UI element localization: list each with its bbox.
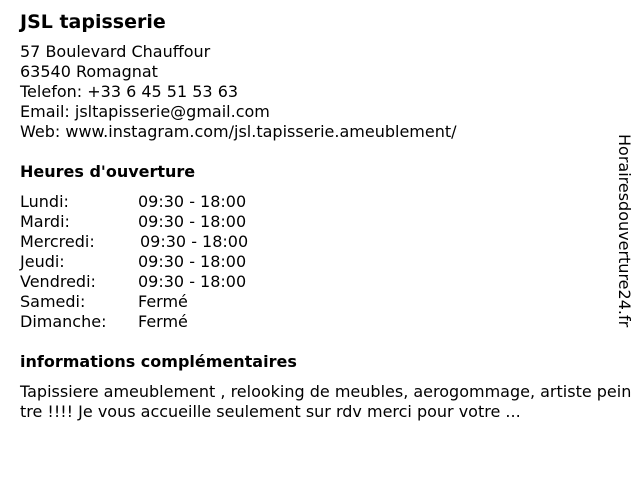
web-link[interactable]: www.instagram.com/jsl.tapisserie.ameublement/ — [65, 122, 457, 141]
phone-number[interactable]: +33 6 45 51 53 63 — [87, 82, 239, 101]
web-line — [20, 122, 620, 142]
day-label: Lundi: — [20, 192, 69, 211]
day-label: Mardi: — [20, 212, 70, 231]
day-hours: 09:30 - 18:00 — [138, 212, 247, 231]
hours-table — [20, 192, 620, 332]
hours-row-lundi — [20, 192, 620, 212]
info-description: Tapissiere ameublement , relooking de meubles, aerogommage, artiste peintre !!!! Je vous accueille seulement sur rdv merci pour votre ... — [20, 382, 632, 421]
phone-label: Telefon: — [20, 82, 83, 101]
phone-line — [20, 82, 620, 102]
day-hours: Fermé — [138, 292, 188, 311]
email-address[interactable]: jsltapisserie@gmail.com — [74, 102, 270, 121]
day-hours: 09:30 - 18:00 — [140, 232, 249, 251]
hours-heading: Heures d'ouverture — [20, 162, 196, 181]
info-heading: informations complémentaires — [20, 352, 297, 371]
day-hours: 09:30 - 18:00 — [138, 192, 247, 211]
day-label: Jeudi: — [20, 252, 65, 271]
hours-row-mercredi — [20, 232, 620, 252]
business-name: JSL tapisserie — [20, 11, 166, 33]
day-label: Mercredi: — [20, 232, 95, 251]
hours-row-dimanche — [20, 312, 620, 332]
email-label: Email: — [20, 102, 70, 121]
hours-row-mardi — [20, 212, 620, 232]
address-line-street: 57 Boulevard Chauffour — [20, 42, 211, 61]
day-hours: 09:30 - 18:00 — [138, 272, 247, 291]
day-label: Dimanche: — [20, 312, 107, 331]
email-line — [20, 102, 620, 122]
site-watermark: Horairesdouverture24.fr — [615, 134, 634, 328]
day-hours: 09:30 - 18:00 — [138, 252, 247, 271]
day-label: Vendredi: — [20, 272, 96, 291]
address-line-city: 63540 Romagnat — [20, 62, 158, 81]
hours-row-vendredi — [20, 272, 620, 292]
web-label: Web: — [20, 122, 61, 141]
day-hours: Fermé — [138, 312, 188, 331]
hours-row-jeudi — [20, 252, 620, 272]
hours-row-samedi — [20, 292, 620, 312]
day-label: Samedi: — [20, 292, 86, 311]
